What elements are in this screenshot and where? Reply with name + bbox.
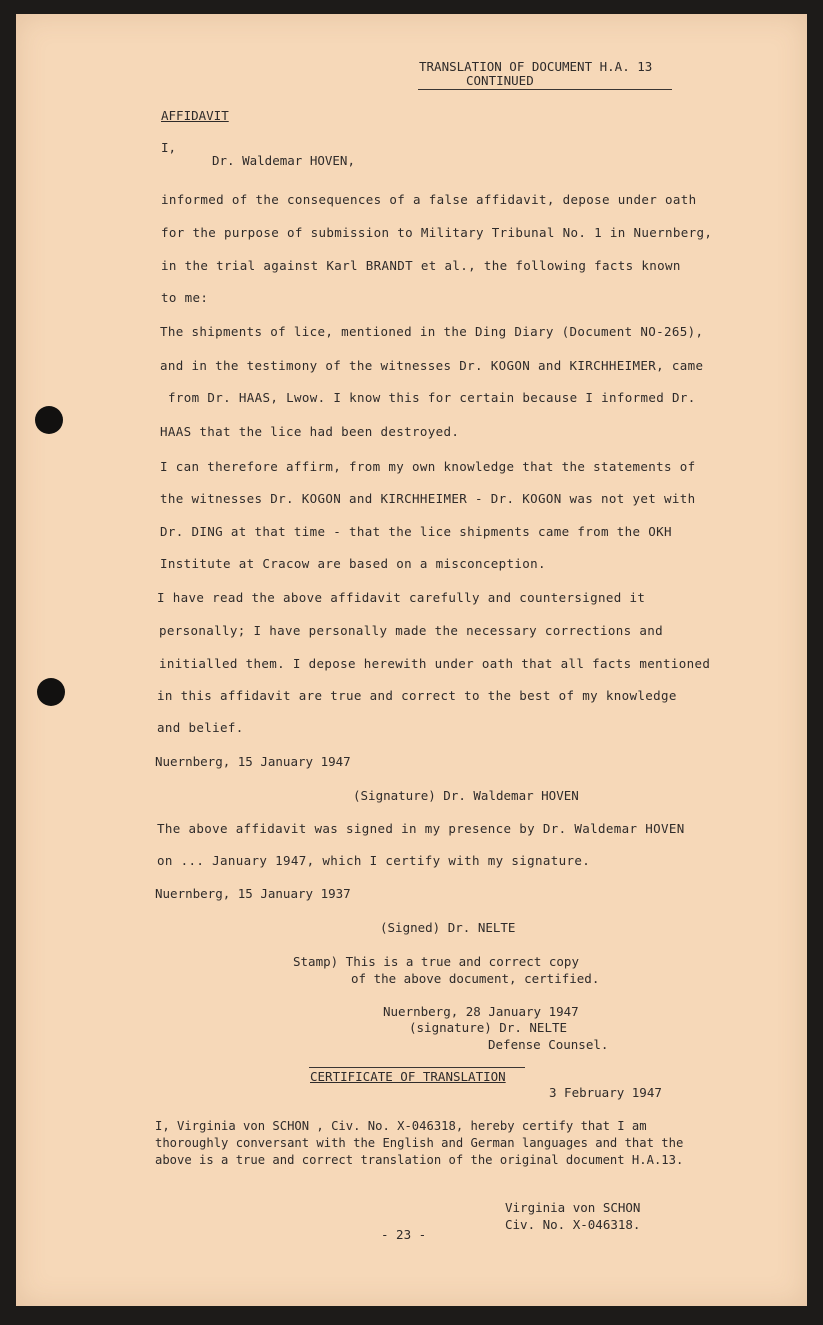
stamp-signature: (signature) Dr. NELTE — [409, 1020, 568, 1035]
affidavit-line: informed of the consequences of a false affidavit, depose under oath — [161, 192, 697, 207]
affidavit-line: personally; I have personally made the necessary corrections and — [159, 623, 664, 638]
affidavit-line: and belief. — [157, 720, 244, 735]
header-rule — [418, 89, 672, 90]
affidavit-line: and in the testimony of the witnesses Dr. KOGON and KIRCHHEIMER, came — [160, 358, 704, 373]
affidavit-line: I can therefore affirm, from my own knowledge that the statements of — [160, 459, 696, 474]
affiant-name: Dr. Waldemar HOVEN, — [212, 153, 355, 168]
punch-hole-icon — [37, 678, 65, 706]
affiant-signature: (Signature) Dr. Waldemar HOVEN — [353, 788, 579, 803]
affidavit-line: to me: — [161, 290, 209, 305]
affidavit-line: initialled them. I depose herewith under oath that all facts mentioned — [159, 656, 711, 671]
certificate-rule — [309, 1067, 525, 1068]
translator-name: Virginia von SCHON — [505, 1200, 641, 1215]
certificate-date: 3 February 1947 — [549, 1085, 662, 1100]
stamp-place-date: Nuernberg, 28 January 1947 — [383, 1004, 579, 1019]
affidavit-line: I, — [161, 140, 177, 155]
affidavit-line: the witnesses Dr. KOGON and KIRCHHEIMER - Dr. KOGON was not yet with — [160, 491, 696, 506]
certificate-line: I, Virginia von SCHON , Civ. No. X-046318, hereby certify that I am — [155, 1119, 647, 1133]
affidavit-line: for the purpose of submission to Military Tribunal No. 1 in Nuernberg, — [161, 225, 713, 240]
certificate-line: thoroughly conversant with the English and German languages and that the — [155, 1136, 684, 1150]
certificate-heading: CERTIFICATE OF TRANSLATION — [310, 1069, 506, 1084]
affidavit-line: from Dr. HAAS, Lwow. I know this for certain because I informed Dr. — [168, 390, 696, 405]
punch-hole-icon — [35, 406, 63, 434]
witness-signature: (Signed) Dr. NELTE — [380, 920, 516, 935]
affidavit-heading: AFFIDAVIT — [161, 108, 229, 123]
affidavit-line: Dr. DING at that time - that the lice shipments came from the OKH — [160, 524, 672, 539]
affidavit-line: in this affidavit are true and correct to the best of my knowledge — [157, 688, 677, 703]
affidavit-line: I have read the above affidavit carefully and countersigned it — [157, 590, 646, 605]
affidavit-line: on ... January 1947, which I certify with my signature. — [157, 853, 591, 868]
document-subtitle: CONTINUED — [466, 73, 534, 88]
affidavit-line: in the trial against Karl BRANDT et al., the following facts known — [161, 258, 681, 273]
stamp-line: Stamp) This is a true and correct copy — [293, 954, 579, 969]
page-number: - 23 - — [381, 1227, 427, 1242]
certificate-line: above is a true and correct translation of the original document H.A.13. — [155, 1153, 684, 1167]
affidavit-line: The shipments of lice, mentioned in the Ding Diary (Document NO-265), — [160, 324, 704, 339]
document-title: TRANSLATION OF DOCUMENT H.A. 13 — [419, 59, 653, 74]
affidavit-line: Institute at Cracow are based on a misconception. — [160, 556, 546, 571]
stamp-role: Defense Counsel. — [488, 1037, 609, 1052]
stamp-line: of the above document, certified. — [351, 971, 600, 986]
affidavit-place-date: Nuernberg, 15 January 1947 — [155, 754, 351, 769]
affidavit-line: HAAS that the lice had been destroyed. — [160, 424, 460, 439]
translator-civ-number: Civ. No. X-046318. — [505, 1217, 641, 1232]
witness-place-date: Nuernberg, 15 January 1937 — [155, 886, 351, 901]
affidavit-line: The above affidavit was signed in my presence by Dr. Waldemar HOVEN — [157, 821, 685, 836]
